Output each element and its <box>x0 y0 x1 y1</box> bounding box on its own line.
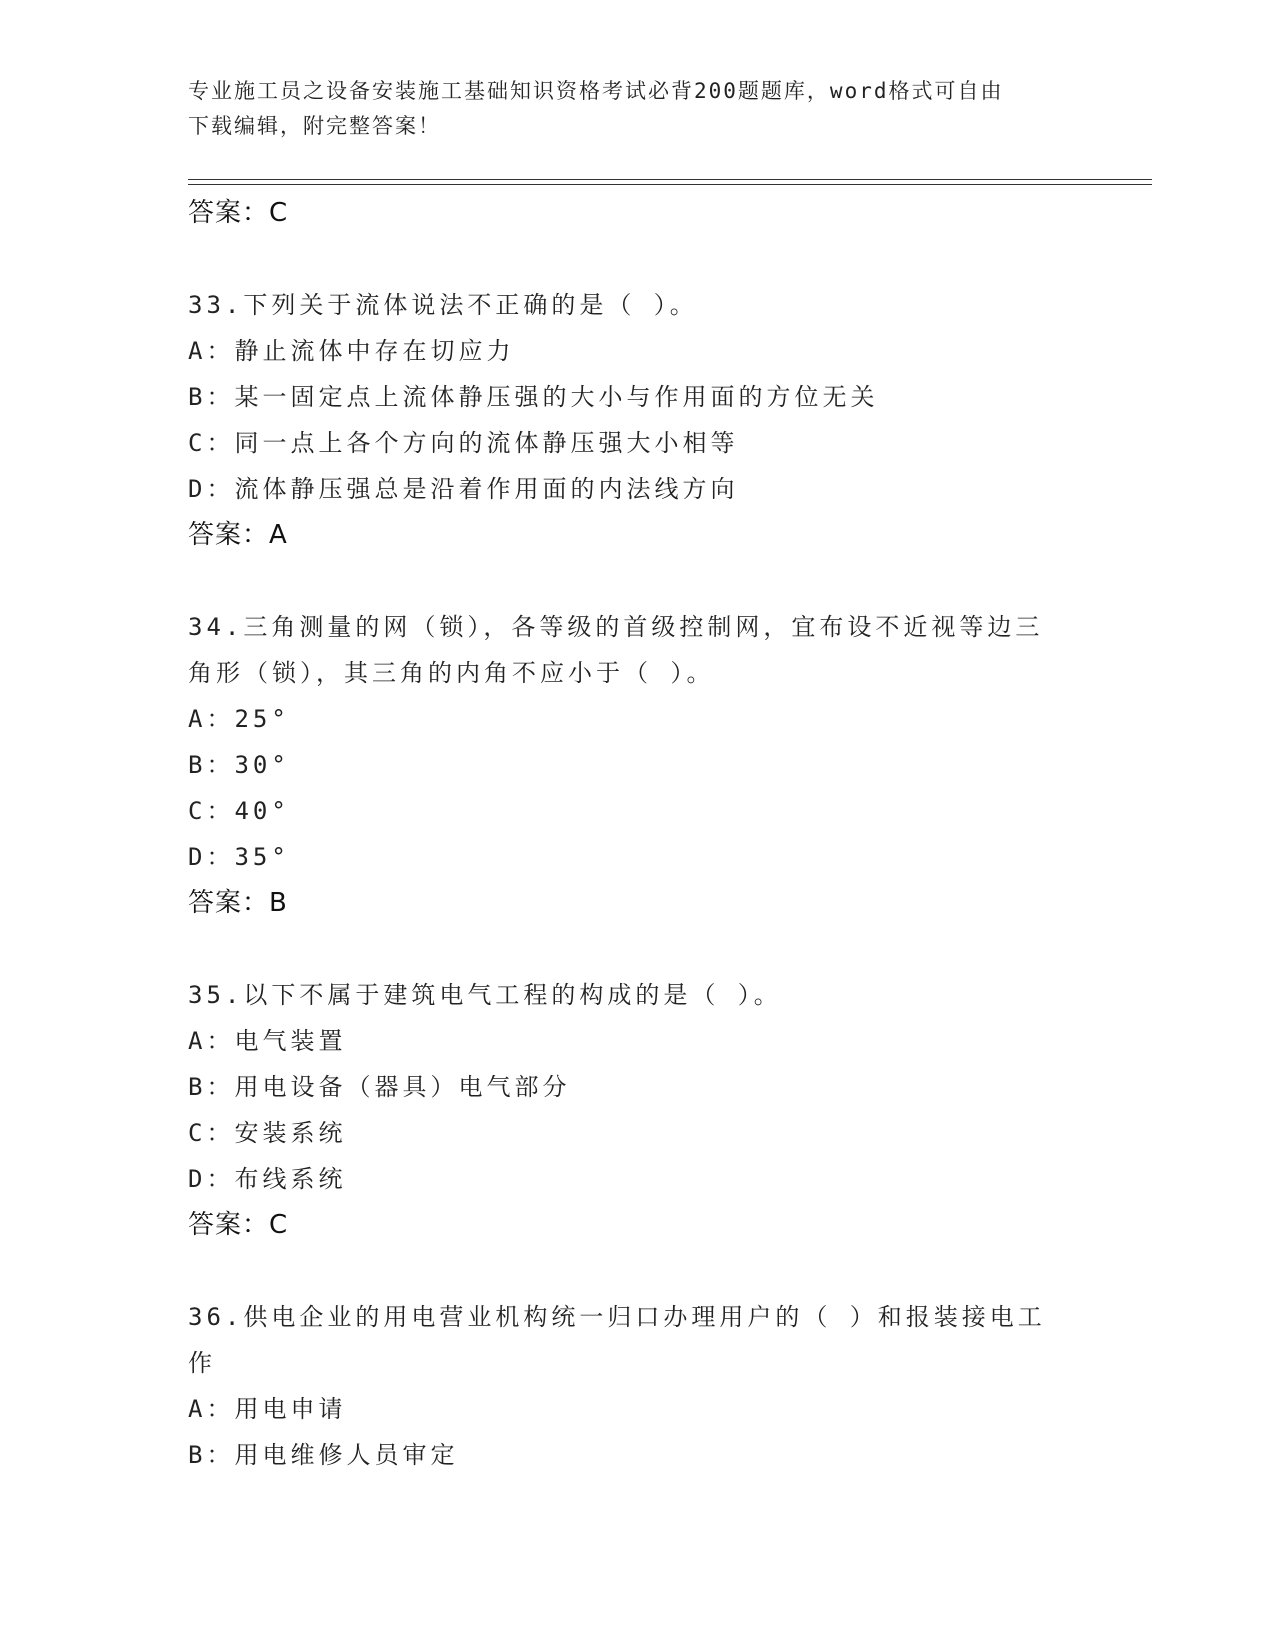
option-c: C：安装系统 <box>188 1119 347 1147</box>
option-a: A：25° <box>188 705 290 733</box>
question-block <box>188 972 1088 1248</box>
header-divider-bottom <box>188 184 1152 185</box>
option-a: A：静止流体中存在切应力 <box>188 337 515 365</box>
document-header <box>188 74 1088 144</box>
spacer <box>188 236 1088 282</box>
answer-line: 答案：C <box>188 1210 289 1240</box>
option-b: B：某一固定点上流体静压强的大小与作用面的方位无关 <box>188 383 879 411</box>
option-a: A：电气装置 <box>188 1027 347 1055</box>
question-block <box>188 282 1088 558</box>
question-block <box>188 1294 1088 1478</box>
spacer <box>188 926 1088 972</box>
question-stem-continued: 作 <box>188 1349 216 1377</box>
header-line-1: 专业施工员之设备安装施工基础知识资格考试必背200题题库，word格式可自由 <box>188 79 1004 103</box>
question-stem: 34.三角测量的网（锁），各等级的首级控制网，宜布设不近视等边三 <box>188 613 1044 641</box>
spacer <box>188 558 1088 604</box>
question-stem-continued: 角形（锁），其三角的内角不应小于（ ）。 <box>188 659 715 687</box>
spacer <box>188 1248 1088 1294</box>
option-d: D：35° <box>188 843 290 871</box>
question-stem: 35.以下不属于建筑电气工程的构成的是（ ）。 <box>188 981 782 1009</box>
option-b: B：用电维修人员审定 <box>188 1441 459 1469</box>
option-c: C：同一点上各个方向的流体静压强大小相等 <box>188 429 739 457</box>
answer-line: 答案：B <box>188 888 288 918</box>
header-line-2: 下载编辑，附完整答案！ <box>188 114 441 138</box>
option-d: D：布线系统 <box>188 1165 347 1193</box>
header-divider-top <box>188 179 1152 180</box>
question-list <box>188 190 1088 1478</box>
option-b: B：用电设备（器具）电气部分 <box>188 1073 571 1101</box>
option-a: A：用电申请 <box>188 1395 347 1423</box>
question-block <box>188 604 1088 926</box>
option-d: D：流体静压强总是沿着作用面的内法线方向 <box>188 475 739 503</box>
option-c: C：40° <box>188 797 290 825</box>
question-stem: 33.下列关于流体说法不正确的是（ ）。 <box>188 291 698 319</box>
answer-line: 答案：A <box>188 520 288 550</box>
question-stem: 36.供电企业的用电营业机构统一归口办理用户的（ ）和报装接电工 <box>188 1303 1046 1331</box>
answer-line: 答案：C <box>188 198 289 228</box>
option-b: B：30° <box>188 751 290 779</box>
